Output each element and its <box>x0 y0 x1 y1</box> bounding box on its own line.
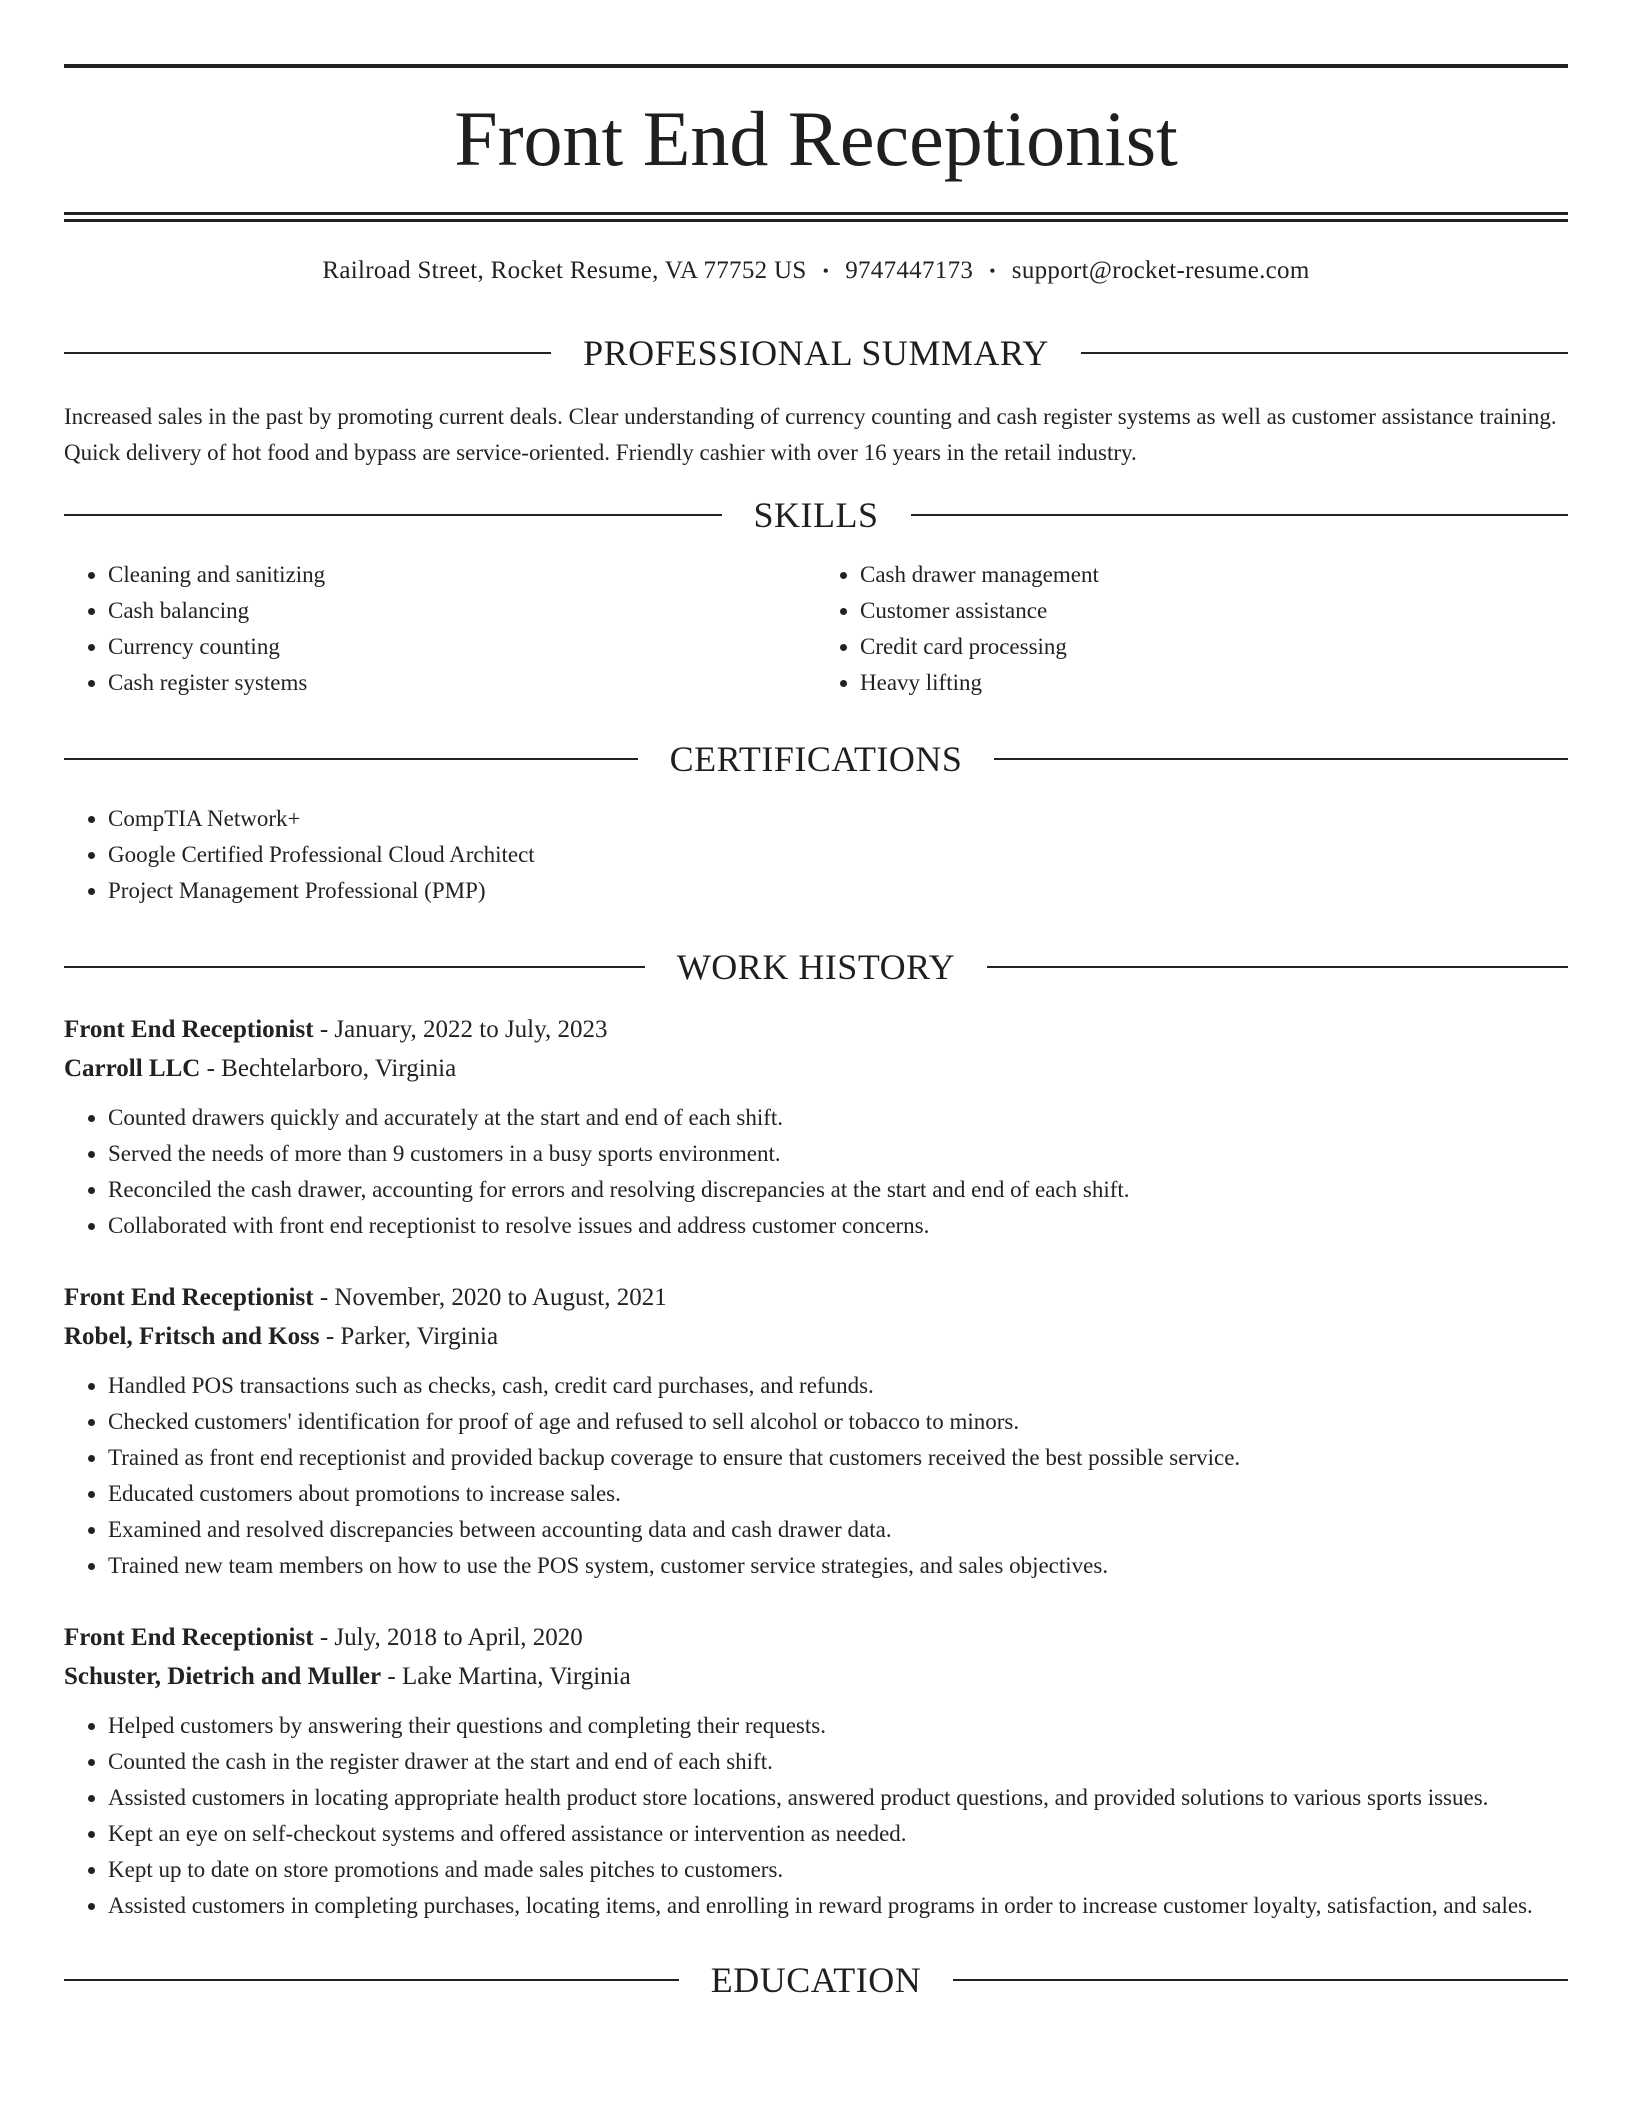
skills-grid <box>64 557 1568 701</box>
job-company-line <box>64 1657 1568 1696</box>
skills-list-left <box>64 557 816 701</box>
list-item: • Heavy lifting <box>860 665 1568 701</box>
section-rule <box>1081 352 1568 354</box>
certifications-list <box>64 801 1568 909</box>
header-double-rule <box>64 212 1568 222</box>
section-rule <box>911 514 1569 516</box>
job-dates: - January, 2022 to July, 2023 <box>313 1016 608 1043</box>
job-dates: - November, 2020 to August, 2021 <box>313 1284 667 1311</box>
job-entry <box>64 1278 1568 1584</box>
list-item: • Reconciled the cash drawer, accounting for errors and resolving discrepancies at the start and end of each shift. <box>108 1172 1568 1208</box>
section-header-education <box>64 1962 1568 1998</box>
job-company-line <box>64 1049 1568 1088</box>
section-rule <box>64 758 638 760</box>
job-title: Front End Receptionist <box>64 1284 314 1311</box>
section-title: CERTIFICATIONS <box>669 739 963 779</box>
contact-separator: • <box>989 260 996 281</box>
list-item: • Kept an eye on self-checkout systems and offered assistance or intervention as needed. <box>108 1816 1568 1852</box>
section-title: EDUCATION <box>710 1960 922 2000</box>
section-rule <box>64 514 722 516</box>
job-company: Schuster, Dietrich and Muller <box>64 1663 382 1690</box>
section-title: SKILLS <box>753 495 879 535</box>
contact-address: Railroad Street, Rocket Resume, VA 77752 US <box>322 257 807 284</box>
job-bullets <box>64 1100 1568 1244</box>
list-item: • Kept up to date on store promotions and made sales pitches to customers. <box>108 1852 1568 1888</box>
job-company-line <box>64 1317 1568 1356</box>
section-header-certifications <box>64 741 1568 777</box>
job-bullets <box>64 1708 1568 1924</box>
contact-email: support@rocket-resume.com <box>1011 257 1310 284</box>
section-header-skills <box>64 497 1568 533</box>
list-item: • Educated customers about promotions to increase sales. <box>108 1476 1568 1512</box>
list-item: • Cash drawer management <box>860 557 1568 593</box>
contact-phone: 9747447173 <box>845 257 974 284</box>
job-title-line <box>64 1618 1568 1657</box>
list-item: • Trained as front end receptionist and provided backup coverage to ensure that customers received the best possible service. <box>108 1440 1568 1476</box>
list-item: • Cash register systems <box>108 665 816 701</box>
job-entry <box>64 1010 1568 1244</box>
list-item: • CompTIA Network+ <box>108 801 1568 837</box>
section-header-summary <box>64 335 1568 371</box>
section-rule <box>987 966 1568 968</box>
list-item: • Handled POS transactions such as checks, cash, credit card purchases, and refunds. <box>108 1368 1568 1404</box>
section-rule <box>64 966 645 968</box>
list-item: • Checked customers' identification for proof of age and refused to sell alcohol or tobacco to minors. <box>108 1404 1568 1440</box>
list-item: • Assisted customers in locating appropriate health product store locations, answered product questions, and provided solutions to various sports issues. <box>108 1780 1568 1816</box>
job-company: Carroll LLC <box>64 1055 201 1082</box>
list-item: • Served the needs of more than 9 customers in a busy sports environment. <box>108 1136 1568 1172</box>
section-rule <box>953 1979 1568 1981</box>
job-location: - Lake Martina, Virginia <box>381 1663 631 1690</box>
job-dates: - July, 2018 to April, 2020 <box>313 1624 583 1651</box>
list-item: • Collaborated with front end receptionist to resolve issues and address customer concerns. <box>108 1208 1568 1244</box>
contact-separator: • <box>822 260 830 281</box>
list-item: • Assisted customers in completing purchases, locating items, and enrolling in reward programs in order to increase customer loyalty, satisfaction, and sales. <box>108 1888 1568 1924</box>
list-item: • Trained new team members on how to use the POS system, customer service strategies, and sales objectives. <box>108 1548 1568 1584</box>
section-title: PROFESSIONAL SUMMARY <box>583 333 1049 373</box>
list-item: • Project Management Professional (PMP) <box>108 873 1568 909</box>
summary-text: Increased sales in the past by promoting current deals. Clear understanding of currency counting and cash register systems as well as customer assistance training. Quick delivery of hot food and bypass are service-oriented. Friendly cashier with over 16 years in the retail industry. <box>64 404 1557 465</box>
job-location: - Parker, Virginia <box>319 1323 499 1350</box>
job-entry <box>64 1618 1568 1924</box>
work-history <box>64 1010 1568 1924</box>
contact-line <box>64 257 1568 285</box>
section-header-work <box>64 949 1568 985</box>
section-rule <box>994 758 1568 760</box>
list-item: • Google Certified Professional Cloud Architect <box>108 837 1568 873</box>
job-title-line <box>64 1278 1568 1317</box>
list-item: • Helped customers by answering their questions and completing their requests. <box>108 1708 1568 1744</box>
section-title: WORK HISTORY <box>676 947 956 987</box>
section-rule <box>64 352 551 354</box>
section-rule <box>64 1979 679 1981</box>
job-title: Front End Receptionist <box>64 1624 314 1651</box>
list-item: • Counted the cash in the register drawer at the start and end of each shift. <box>108 1744 1568 1780</box>
list-item: • Counted drawers quickly and accurately at the start and end of each shift. <box>108 1100 1568 1136</box>
job-company: Robel, Fritsch and Koss <box>64 1323 320 1350</box>
list-item: • Cash balancing <box>108 593 816 629</box>
job-location: - Bechtelarboro, Virginia <box>200 1055 457 1082</box>
candidate-name: Front End Receptionist <box>454 95 1178 182</box>
job-bullets <box>64 1368 1568 1584</box>
list-item: • Cleaning and sanitizing <box>108 557 816 593</box>
list-item: • Examined and resolved discrepancies between accounting data and cash drawer data. <box>108 1512 1568 1548</box>
list-item: • Currency counting <box>108 629 816 665</box>
resume-page <box>64 64 1568 1998</box>
job-title: Front End Receptionist <box>64 1016 314 1043</box>
job-title-line <box>64 1010 1568 1049</box>
skills-list-right <box>816 557 1568 701</box>
list-item: • Customer assistance <box>860 593 1568 629</box>
list-item: • Credit card processing <box>860 629 1568 665</box>
